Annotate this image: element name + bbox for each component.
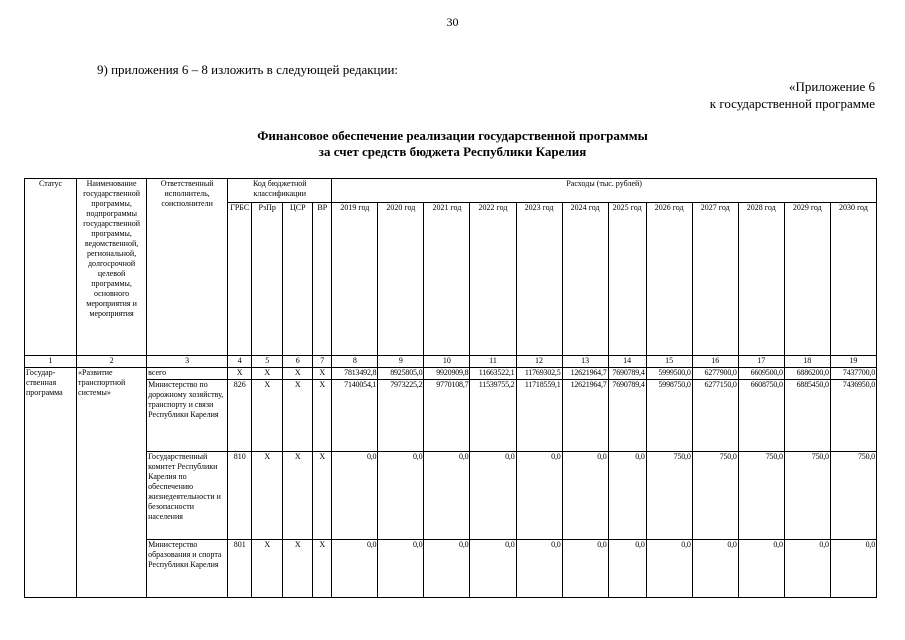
table-row [25, 380, 877, 452]
header-code-vr: ВР [313, 203, 332, 356]
header-code-csr: ЦСР [283, 203, 313, 356]
column-index: 10 [424, 356, 470, 368]
value-cell: 0,0 [378, 540, 424, 598]
column-index: 7 [313, 356, 332, 368]
value-cell: 12621964,7 [562, 380, 608, 452]
value-cell: 7437700,0 [830, 368, 876, 380]
table-row [25, 452, 877, 540]
header-year: 2023 год [516, 203, 562, 356]
header-year: 2030 год [830, 203, 876, 356]
value-cell: 0,0 [784, 540, 830, 598]
column-index: 18 [784, 356, 830, 368]
code-cell: X [313, 452, 332, 540]
header-year: 2019 год [332, 203, 378, 356]
appendix-line-2: к государственной программе [709, 96, 875, 111]
value-cell: 5999500,0 [646, 368, 692, 380]
value-cell: 0,0 [738, 540, 784, 598]
value-cell: 6608750,0 [738, 380, 784, 452]
column-index: 6 [283, 356, 313, 368]
code-cell: X [252, 540, 283, 598]
value-cell: 0,0 [516, 540, 562, 598]
code-cell: 801 [228, 540, 252, 598]
column-index: 1 [25, 356, 77, 368]
financing-table [24, 178, 877, 598]
code-cell: X [313, 540, 332, 598]
value-cell: 6277900,0 [692, 368, 738, 380]
executor-cell: Государственный комитет Республики Карелия по обеспечению жизнедеятельности и безопасности населения [147, 452, 228, 540]
page-number: 30 [446, 15, 459, 29]
value-cell: 750,0 [784, 452, 830, 540]
column-index: 17 [738, 356, 784, 368]
column-index: 15 [646, 356, 692, 368]
column-index: 2 [77, 356, 147, 368]
column-index: 9 [378, 356, 424, 368]
column-index: 19 [830, 356, 876, 368]
value-cell: 5998750,0 [646, 380, 692, 452]
value-cell: 0,0 [692, 540, 738, 598]
column-index-row [25, 356, 877, 368]
appendix-line-1: «Приложение 6 [788, 79, 875, 94]
value-cell: 7813492,8 [332, 368, 378, 380]
value-cell: 6609500,0 [738, 368, 784, 380]
header-year: 2026 год [646, 203, 692, 356]
code-cell: X [252, 452, 283, 540]
header-name: Наименование государственной программы, подпрограммы государственной программы, ведомственной, региональной, долгосрочной целевой программы, основного мероприятия и мероприятия [77, 179, 147, 356]
document-title [0, 128, 905, 160]
appendix-caption [710, 78, 875, 112]
value-cell: 0,0 [470, 540, 516, 598]
code-cell: X [313, 380, 332, 452]
column-index: 14 [608, 356, 646, 368]
column-index: 3 [147, 356, 228, 368]
code-cell: X [283, 368, 313, 380]
value-cell: 12621964,7 [562, 368, 608, 380]
header-year: 2027 год [692, 203, 738, 356]
value-cell: 0,0 [424, 540, 470, 598]
header-year: 2020 год [378, 203, 424, 356]
value-cell: 0,0 [562, 452, 608, 540]
value-cell: 0,0 [646, 540, 692, 598]
value-cell: 0,0 [608, 452, 646, 540]
code-cell: X [283, 452, 313, 540]
column-index: 8 [332, 356, 378, 368]
value-cell: 7690789,4 [608, 380, 646, 452]
value-cell: 11663522,1 [470, 368, 516, 380]
header-code-grbs: ГРБС [228, 203, 252, 356]
value-cell: 6885450,0 [784, 380, 830, 452]
executor-cell: всего [147, 368, 228, 380]
header-year: 2022 год [470, 203, 516, 356]
value-cell: 11769302,5 [516, 368, 562, 380]
value-cell: 9920909,8 [424, 368, 470, 380]
value-cell: 0,0 [830, 540, 876, 598]
value-cell: 0,0 [516, 452, 562, 540]
executor-cell: Министерство по дорожному хозяйству, транспорту и связи Республики Карелия [147, 380, 228, 452]
header-executor: Ответственный исполнитель, соисполнители [147, 179, 228, 356]
header-year: 2021 год [424, 203, 470, 356]
header-year: 2028 год [738, 203, 784, 356]
code-cell: X [228, 368, 252, 380]
code-cell: X [313, 368, 332, 380]
value-cell: 750,0 [738, 452, 784, 540]
table-row [25, 540, 877, 598]
value-cell: 7140054,1 [332, 380, 378, 452]
value-cell: 0,0 [470, 452, 516, 540]
value-cell: 6886200,0 [784, 368, 830, 380]
intro-text: 9) приложения 6 – 8 изложить в следующей редакции: [97, 62, 399, 77]
column-index: 5 [252, 356, 283, 368]
executor-cell: Министерство образования и спорта Республики Карелия [147, 540, 228, 598]
code-cell: X [283, 380, 313, 452]
program-status: Государственная программа [25, 368, 77, 598]
header-expenses-group: Расходы (тыс. рублей) [332, 179, 877, 203]
value-cell: 8925805,0 [378, 368, 424, 380]
code-cell: 810 [228, 452, 252, 540]
table-row [25, 368, 877, 380]
column-index: 12 [516, 356, 562, 368]
column-index: 11 [470, 356, 516, 368]
value-cell: 7973225,2 [378, 380, 424, 452]
value-cell: 6277150,0 [692, 380, 738, 452]
code-cell: X [252, 368, 283, 380]
header-year: 2025 год [608, 203, 646, 356]
code-cell: X [252, 380, 283, 452]
title-line-2: за счет средств бюджета Республики Карелия [318, 144, 587, 159]
value-cell: 0,0 [332, 452, 378, 540]
value-cell: 7436950,0 [830, 380, 876, 452]
value-cell: 750,0 [692, 452, 738, 540]
value-cell: 0,0 [332, 540, 378, 598]
value-cell: 9770108,7 [424, 380, 470, 452]
header-row-1 [25, 179, 877, 203]
value-cell: 0,0 [378, 452, 424, 540]
value-cell: 750,0 [830, 452, 876, 540]
code-cell: 826 [228, 380, 252, 452]
program-name: «Развитие транспортной системы» [77, 368, 147, 598]
code-cell: X [283, 540, 313, 598]
column-index: 16 [692, 356, 738, 368]
column-index: 13 [562, 356, 608, 368]
value-cell: 0,0 [608, 540, 646, 598]
title-line-1: Финансовое обеспечение реализации государственной программы [257, 128, 648, 143]
value-cell: 7690789,4 [608, 368, 646, 380]
value-cell: 0,0 [424, 452, 470, 540]
header-year: 2024 год [562, 203, 608, 356]
header-code-rzpr: РзПр [252, 203, 283, 356]
value-cell: 11718559,1 [516, 380, 562, 452]
value-cell: 750,0 [646, 452, 692, 540]
header-year: 2029 год [784, 203, 830, 356]
header-status: Статус [25, 179, 77, 356]
value-cell: 11539755,2 [470, 380, 516, 452]
header-code-group: Код бюджетной классификации [228, 179, 332, 203]
value-cell: 0,0 [562, 540, 608, 598]
column-index: 4 [228, 356, 252, 368]
